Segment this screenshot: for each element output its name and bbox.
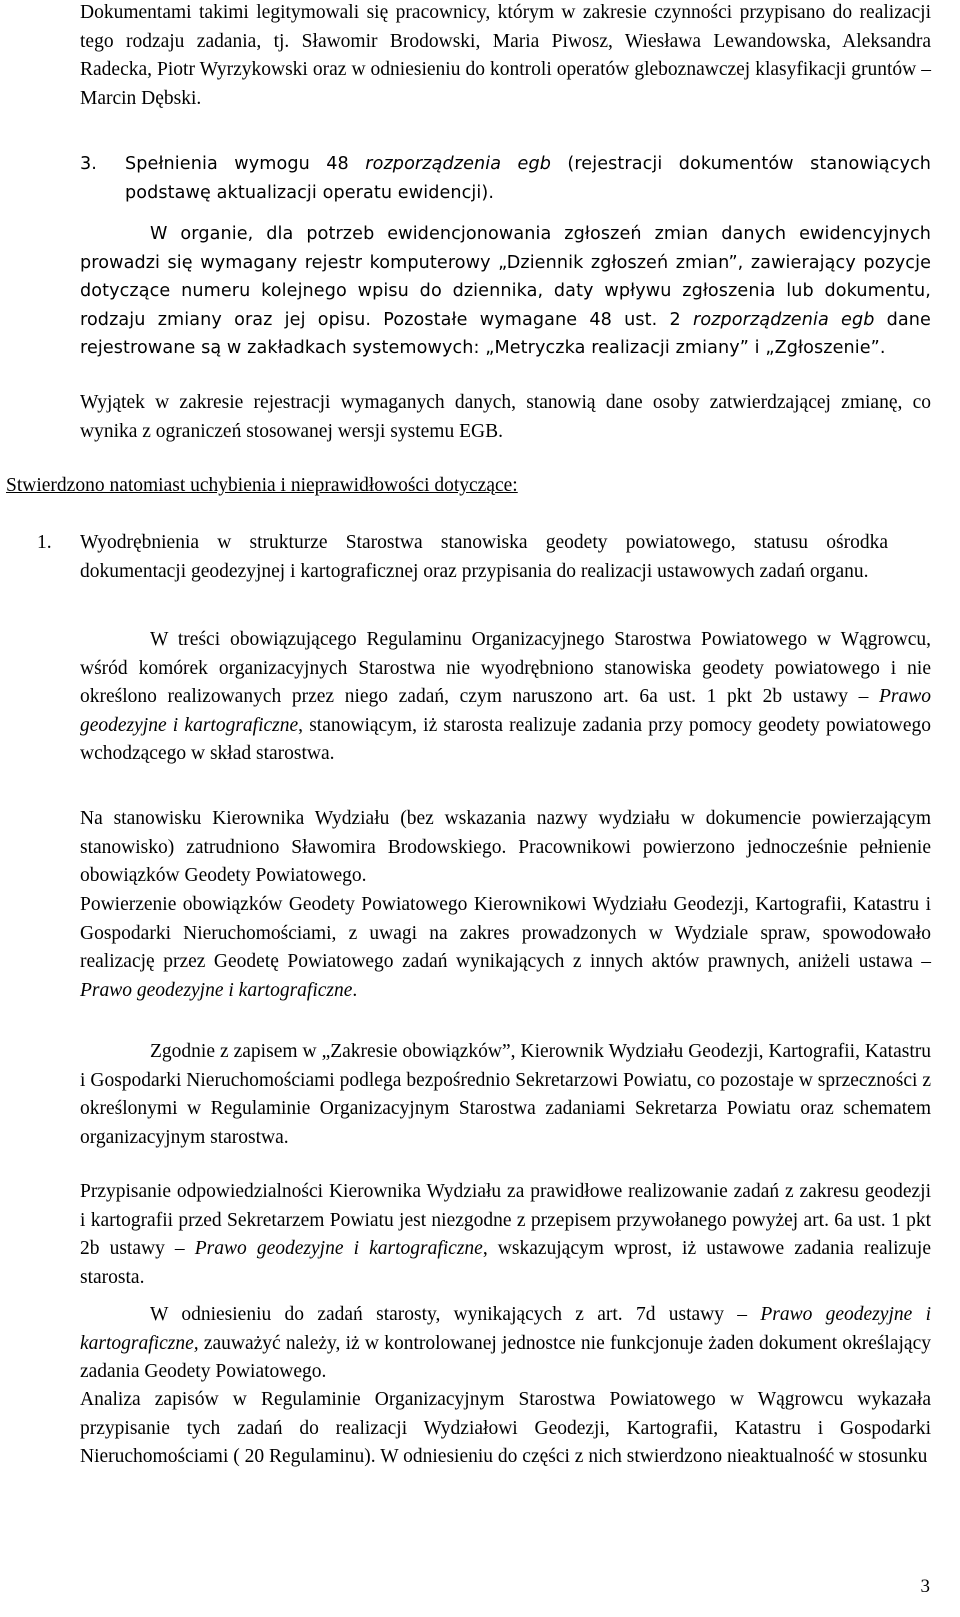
paragraph-zgodnie: Zgodnie z zapisem w „Zakresie obowiązków”, Kierownik Wydziału Geodezji, Kartografii, Katastru i Gospodarki Nieruchomościami podlega bezpośrednio Sekretarzowi Powiatu, co pozostaje w sprzeczności z określonymi w Regulaminie Organizacyjnym Starostwa zadaniami Sekretarza Powiatu oraz schematem organizacyjnym starostwa.	[80, 1041, 931, 1148]
paragraph-kierownik: Na stanowisku Kierownika Wydziału (bez wskazania nazwy wydziału w dokumencie powierzającym stanowisko) zatrudniono Sławomira Brodowskiego. Pracownikowi powierzono jednocześnie pełnienie obowiązków Geodety Powiatowego.	[80, 808, 931, 887]
paragraph-regulamin: W treści obowiązującego Regulaminu Organizacyjnego Starostwa Powiatowego w Wągrowcu, wśród komórek organizacyjnych Starostwa nie wyodrębniono stanowiska geodety powiatowego i nie określono realizowanych przez niego zadań, czym naruszono art. 6a ust. 1 pkt 2b ustawy – Prawo geodezyjne i kartograficzne, stanowiącym, iż starosta realizuje zadania przy pomocy geodety powiatowego wchodzącego w skład starostwa.	[80, 629, 931, 765]
item-3: 3. Spełnienia wymogu 48 rozporządzenia egb (rejestracji dokumentów stanowiących podstawę aktualizacji operatu ewidencji).	[80, 150, 931, 207]
page-number: 3	[920, 1576, 930, 1597]
section-heading: Stwierdzono natomiast uchybienia i nieprawidłowości dotyczące:	[6, 475, 518, 496]
paragraph-organ: W organie, dla potrzeb ewidencjonowania zgłoszeń zmian danych ewidencyjnych prowadzi się wymagany rejestr komputerowy „Dziennik zgłoszeń zmian”, zawierający pozycje dotyczące numeru kolejnego wpisu do dziennika, daty wpływu zgłoszenia lub dokumentu, rodzaju zmiany oraz jej opisu. Pozostałe wymagane 48 ust. 2 rozporządzenia egb dane rejestrowane są w zakładkach systemowych: „Metryczka realizacji zmiany” i „Zgłoszenie”.	[80, 224, 931, 359]
item-number: 1.	[37, 532, 52, 553]
paragraph-powierzenie: Powierzenie obowiązków Geodety Powiatowego Kierownikowi Wydziału Geodezji, Kartografii, Katastru i Gospodarki Nieruchomościami, z uwagi na zakres prowadzonych w Wydziale spraw, spowodowało realizację przez Geodetę Powiatowego zadań wynikających z innych aktów prawnych, aniżeli ustawa – Prawo geodezyjne i kartograficzne.	[80, 894, 931, 1001]
paragraph-wyjatek: Wyjątek w zakresie rejestracji wymaganych danych, stanowią dane osoby zatwierdzającej zmianę, co wynika z ograniczeń stosowanej wersji systemu EGB.	[80, 392, 931, 442]
paragraph-odniesieniu: W odniesieniu do zadań starosty, wynikających z art. 7d ustawy – Prawo geodezyjne i kartograficzne, zauważyć należy, iż w kontrolowanej jednostce nie funkcjonuje żaden dokument określający zadania Geodety Powiatowego.	[80, 1304, 931, 1383]
item-1: 1. Wyodrębnienia w strukturze Starostwa stanowiska geodety powiatowego, statusu ośrodka dokumentacji geodezyjnej i kartograficznej oraz przypisania do realizacji ustawowych zadań organu.	[37, 529, 888, 586]
item-number: 3.	[80, 154, 97, 174]
paragraph-przypisanie: Przypisanie odpowiedzialności Kierownika Wydziału za prawidłowe realizowanie zadań z zakresu geodezji i kartografii przed Sekretarzem Powiatu jest niezgodne z przepisem przywołanego powyżej art. 6a ust. 1 pkt 2b ustawy – Prawo geodezyjne i kartograficzne, wskazującym wprost, iż ustawowe zadania realizuje starosta.	[80, 1181, 931, 1288]
paragraph-dokumentami: Dokumentami takimi legitymowali się pracownicy, którym w zakresie czynności przypisano do realizacji tego rodzaju zadania, tj. Sławomir Brodowski, Maria Piwosz, Wiesława Lewandowska, Aleksandra Radecka, Piotr Wyrzykowski oraz w odniesieniu do kontroli operatów gleboznawczej klasyfikacji gruntów – Marcin Dębski.	[80, 2, 931, 109]
paragraph-analiza: Analiza zapisów w Regulaminie Organizacyjnym Starostwa Powiatowego w Wągrowcu wykazała przypisanie tych zadań do realizacji Wydziałowi Geodezji, Kartografii, Katastru i Gospodarki Nieruchomościami ( 20 Regulaminu). W odniesieniu do części z nich stwierdzono nieaktualność w stosunku	[80, 1389, 931, 1468]
